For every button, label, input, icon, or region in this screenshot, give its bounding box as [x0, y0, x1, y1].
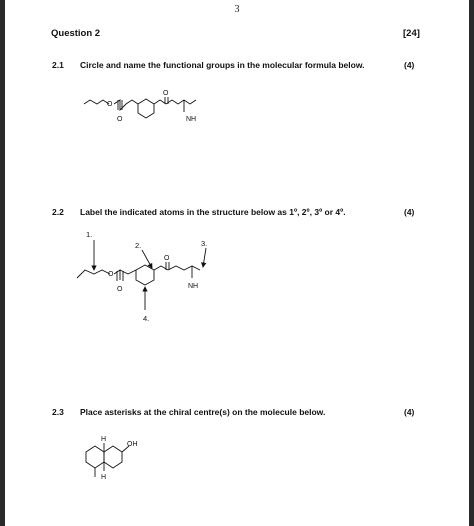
molecule-1-ester-oxygen: O [117, 116, 123, 123]
molecule-3 [86, 443, 129, 477]
question-total-marks: [24] [403, 28, 420, 39]
section-2-3-text: Place asterisks at the chiral centre(s) on the molecule below. [80, 407, 326, 417]
page-number: 3 [234, 4, 240, 15]
label-atom-2: 2. [135, 241, 142, 250]
molecule-3-hydrogen-top: H [101, 436, 107, 443]
section-2-1-marks: (4) [404, 60, 415, 70]
molecule-1 [84, 97, 196, 118]
section-2-2-number: 2.2 [52, 207, 64, 217]
molecule-1-ketone-oxygen: O [163, 90, 169, 97]
section-2-3-marks: (4) [404, 407, 415, 417]
section-2-2-text: Label the indicated atoms in the structure below as 1º, 2º, 3º or 4º. [80, 207, 346, 217]
molecule-1-ring-oxygen: O [107, 101, 113, 108]
label-atom-4: 4. [143, 314, 150, 323]
molecule-2-ketone-oxygen: O [164, 255, 170, 262]
section-2-1-text: Circle and name the functional groups in the molecular formula below. [80, 60, 365, 70]
label-atom-3: 3. [201, 239, 208, 248]
molecule-2-ring-oxygen: O [108, 271, 114, 278]
molecule-2-ester-oxygen: O [117, 286, 123, 293]
molecule-3-hydrogen-bottom: H [101, 474, 107, 481]
molecule-3-hydroxyl: OH [127, 441, 138, 448]
molecule-2-amine: NH [188, 283, 199, 290]
question-title: Question 2 [51, 28, 101, 39]
section-2-1-number: 2.1 [52, 60, 64, 70]
section-2-3-number: 2.3 [52, 407, 64, 417]
molecule-1-amine: NH [186, 116, 197, 123]
section-2-2-marks: (4) [404, 207, 415, 217]
molecule-2 [77, 240, 206, 310]
label-atom-1: 1. [86, 230, 93, 239]
